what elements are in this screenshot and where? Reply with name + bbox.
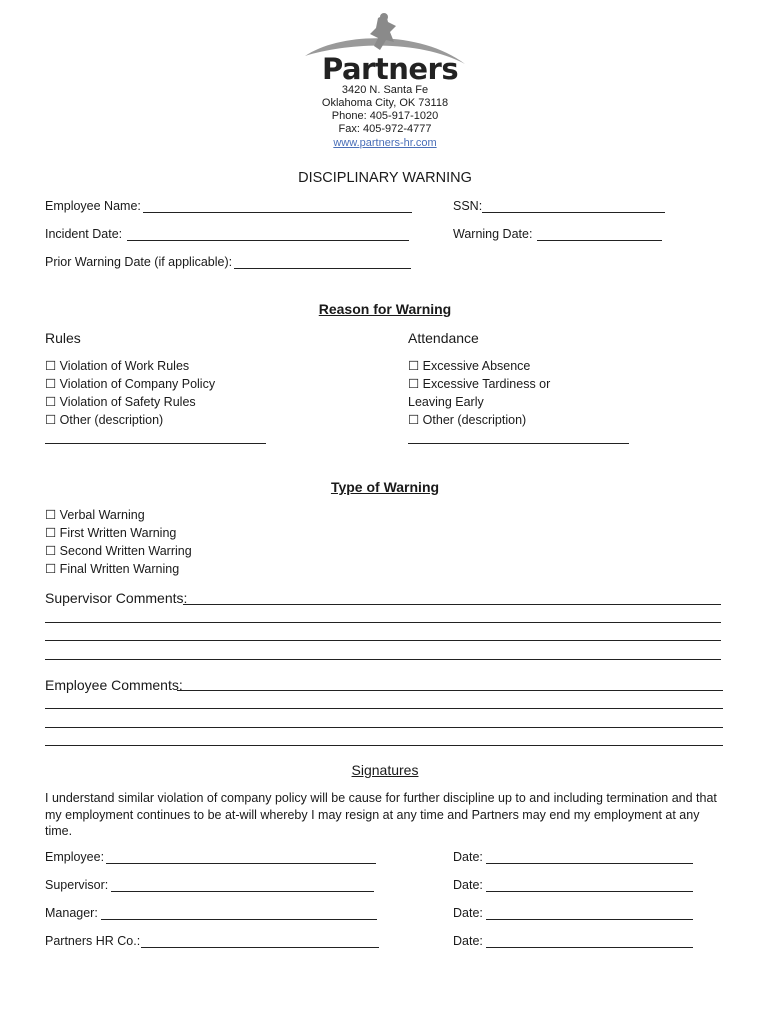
rules-item-safety-rules[interactable]: ☐ Violation of Safety Rules: [45, 395, 196, 409]
signature-statement: I understand similar violation of company policy will be cause for further discipline up to and including termination and that my employment continues to be at-will whereby I may resign at any time and Partners may end my employment at any time.: [45, 791, 717, 838]
reason-heading: Reason for Warning: [318, 301, 452, 317]
warning-date-field[interactable]: [537, 240, 662, 241]
signatures-heading: Signatures: [351, 762, 419, 778]
employee-comments-line-4[interactable]: [45, 745, 723, 746]
supervisor-comments-label: Supervisor Comments:: [45, 590, 188, 606]
ssn-field[interactable]: [482, 212, 665, 213]
supervisor-signature-label: Supervisor:: [45, 878, 109, 892]
manager-date-label: Date:: [453, 906, 483, 920]
type-item-first-written[interactable]: ☐ First Written Warning: [45, 526, 177, 540]
supervisor-comments-line-4[interactable]: [45, 659, 721, 660]
type-item-final-written[interactable]: ☐ Final Written Warning: [45, 562, 180, 576]
employee-date-field[interactable]: [486, 863, 693, 864]
incident-date-label: Incident Date:: [45, 227, 123, 241]
logo-brand-text: Partners: [322, 52, 459, 86]
document-title: DISCIPLINARY WARNING: [298, 170, 472, 186]
prior-warning-date-field[interactable]: [234, 268, 411, 269]
manager-signature-field[interactable]: [101, 919, 377, 920]
incident-date-field[interactable]: [127, 240, 409, 241]
employee-comments-line-3[interactable]: [45, 727, 723, 728]
attendance-item-tardiness[interactable]: ☐ Excessive Tardiness or: [408, 377, 551, 391]
supervisor-comments-line-1[interactable]: [183, 604, 721, 605]
supervisor-date-field[interactable]: [486, 891, 693, 892]
attendance-item-absence[interactable]: ☐ Excessive Absence: [408, 359, 531, 373]
rules-item-work-rules[interactable]: ☐ Violation of Work Rules: [45, 359, 190, 373]
attendance-other-description-field[interactable]: [408, 443, 629, 444]
employee-name-field[interactable]: [143, 212, 412, 213]
partners-logo: [300, 12, 470, 88]
employee-date-label: Date:: [453, 850, 483, 864]
employee-comments-label: Employee Comments:: [45, 677, 183, 693]
supervisor-signature-field[interactable]: [111, 891, 374, 892]
address-line-1: 3420 N. Santa Fe: [341, 84, 429, 96]
rules-heading: Rules: [45, 330, 81, 346]
fax-line: Fax: 405-972-4777: [338, 123, 432, 135]
supervisor-comments-line-3[interactable]: [45, 640, 721, 641]
employee-name-label: Employee Name:: [45, 199, 141, 213]
supervisor-comments-line-2[interactable]: [45, 622, 721, 623]
employee-signature-field[interactable]: [106, 863, 376, 864]
address-line-2: Oklahoma City, OK 73118: [321, 97, 449, 109]
partners-hr-signature-field[interactable]: [141, 947, 379, 948]
rules-item-company-policy[interactable]: ☐ Violation of Company Policy: [45, 377, 216, 391]
attendance-item-other[interactable]: ☐ Other (description): [408, 413, 527, 427]
attendance-item-tardiness-cont: Leaving Early: [408, 395, 484, 409]
type-item-second-written[interactable]: ☐ Second Written Warring: [45, 544, 192, 558]
employee-comments-line-2[interactable]: [45, 708, 723, 709]
ssn-label: SSN:: [453, 199, 483, 213]
prior-warning-date-label: Prior Warning Date (if applicable):: [45, 255, 233, 269]
employee-signature-label: Employee:: [45, 850, 105, 864]
supervisor-date-label: Date:: [453, 878, 483, 892]
partners-hr-date-label: Date:: [453, 934, 483, 948]
rules-other-description-field[interactable]: [45, 443, 266, 444]
manager-date-field[interactable]: [486, 919, 693, 920]
manager-signature-label: Manager:: [45, 906, 98, 920]
employee-comments-line-1[interactable]: [177, 690, 723, 691]
attendance-heading: Attendance: [408, 330, 479, 346]
phone-line: Phone: 405-917-1020: [331, 110, 439, 122]
warning-date-label: Warning Date:: [453, 227, 533, 241]
type-item-verbal[interactable]: ☐ Verbal Warning: [45, 508, 145, 522]
partners-hr-signature-label: Partners HR Co.:: [45, 934, 141, 948]
website-link[interactable]: www.partners-hr.com: [333, 137, 437, 149]
rules-item-other[interactable]: ☐ Other (description): [45, 413, 164, 427]
partners-hr-date-field[interactable]: [486, 947, 693, 948]
type-heading: Type of Warning: [330, 479, 440, 495]
